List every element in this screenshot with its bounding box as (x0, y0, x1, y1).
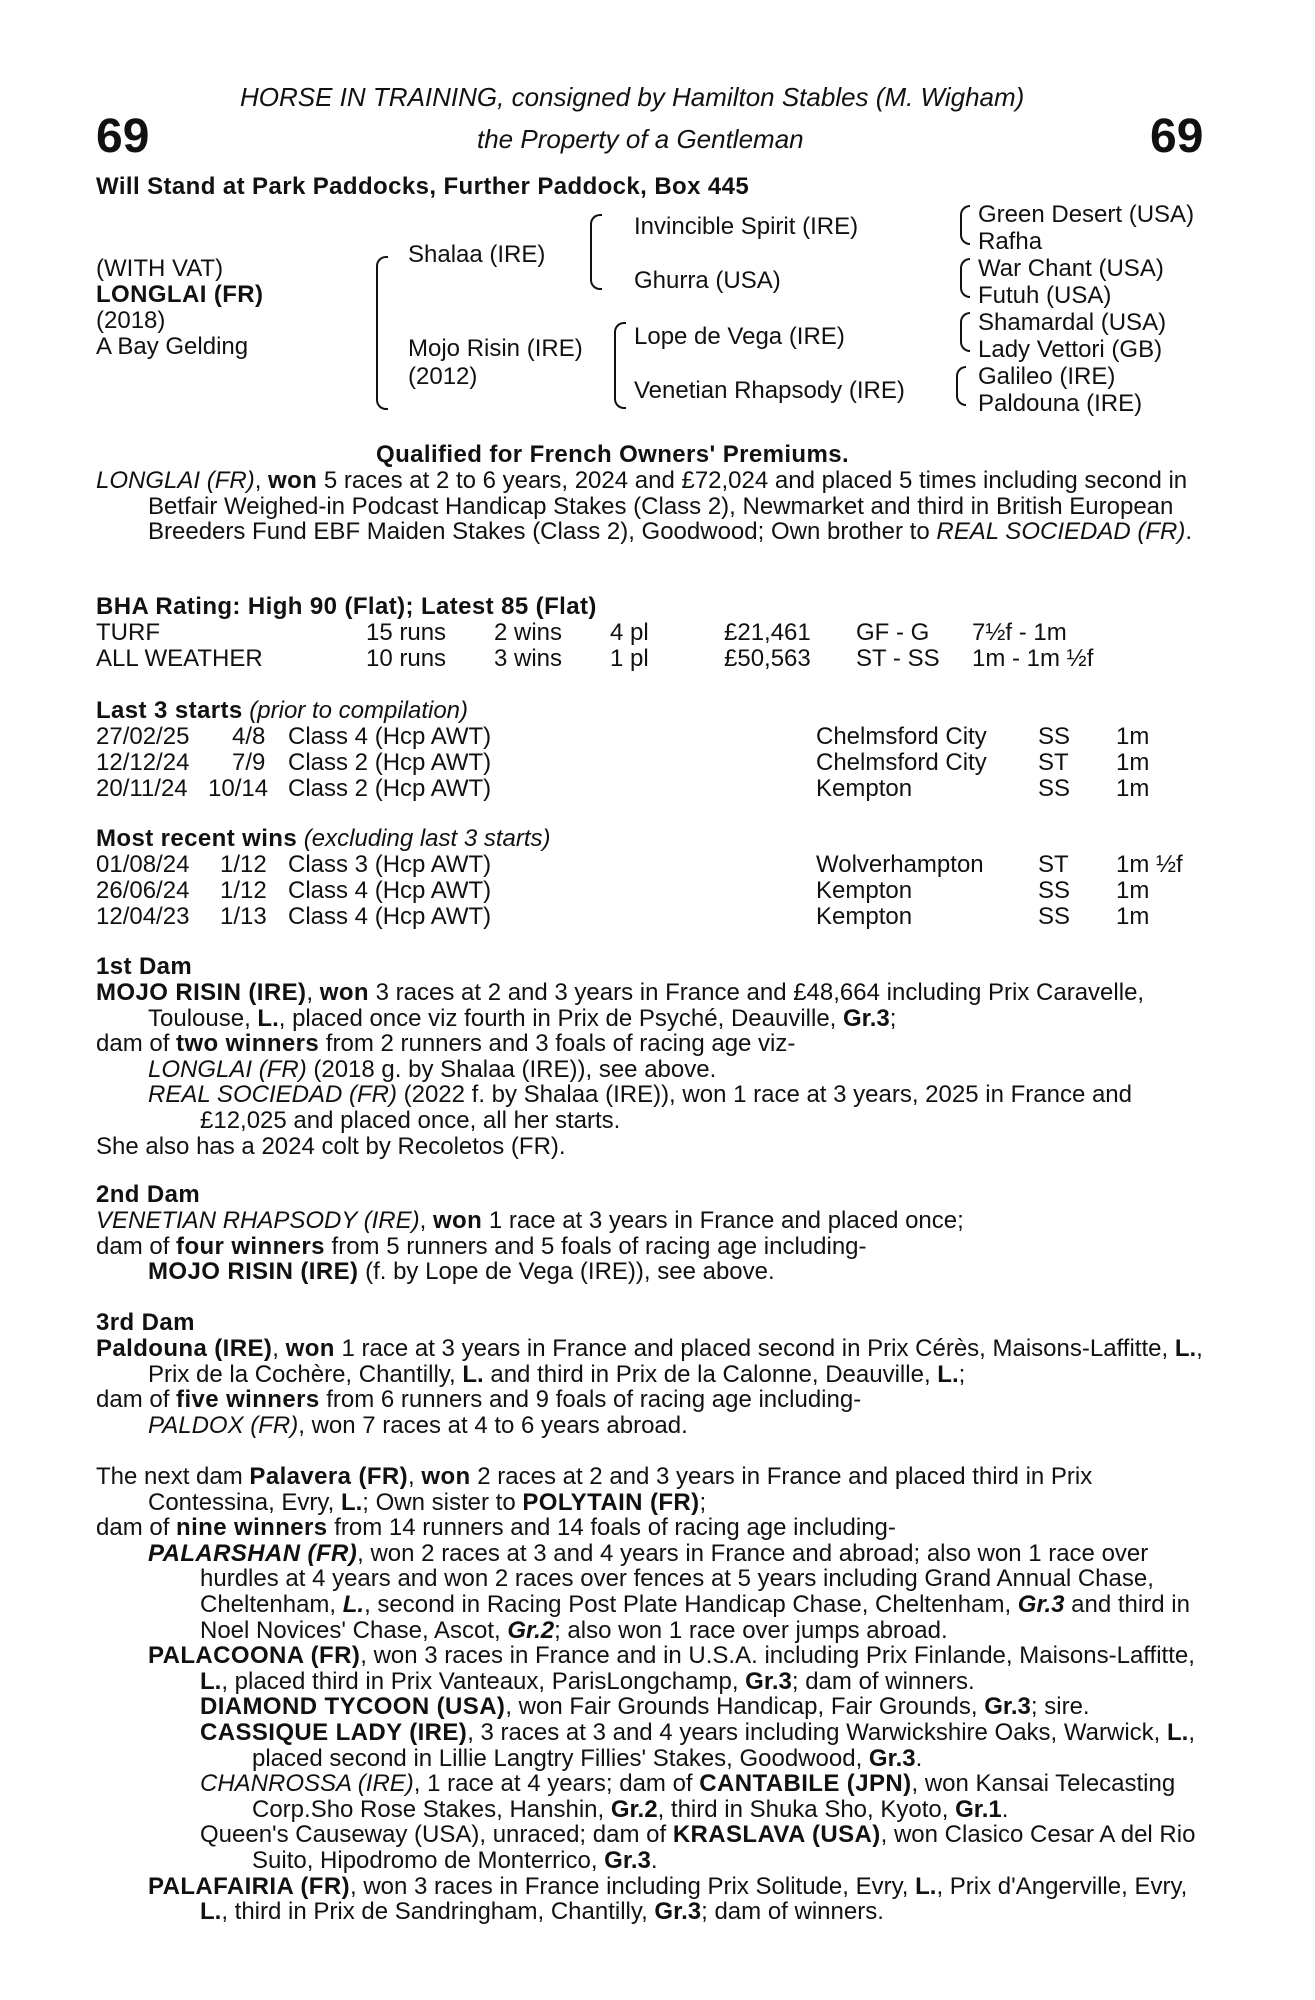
distance: 1m (1116, 877, 1150, 904)
consignment-line: HORSE IN TRAINING, consigned by Hamilton Stables (M. Wigham) (240, 82, 1025, 112)
pedigree-ddd: Paldouna (IRE) (978, 390, 1143, 417)
dam2-record: VENETIAN RHAPSODY (IRE), won 1 race at 3 years in France and placed once; (96, 1207, 964, 1234)
runs: 15 runs (366, 619, 447, 646)
course: Kempton (816, 775, 913, 802)
dam1-section (96, 980, 1204, 1159)
going: GF - G (856, 619, 930, 646)
race-summary: LONGLAI (FR), won 5 races at 2 to 6 years, 2024 and £72,024 and placed 5 times including second in Betfair Weighed-in Podcast Handicap Stakes (Class 2), Newmarket and third in British European Breeders Fund EBF Maiden Stakes (Class 2), Goodwood; Own brother to REAL SOCIEDAD (FR). (96, 467, 1192, 546)
surface: ALL WEATHER (96, 645, 263, 672)
pedigree-brace-gen3-3-bottom (960, 334, 970, 352)
date: 12/12/24 (96, 749, 190, 776)
property-line: the Property of a Gentleman (477, 124, 804, 154)
nextdam-produce: dam of nine winners from 14 runners and 14 foals of racing age including- (96, 1514, 896, 1542)
class: Class 4 (Hcp AWT) (288, 903, 492, 930)
placed: 4 pl (610, 619, 649, 646)
distance: 1m ½f (1116, 851, 1183, 878)
grandoffspring-cassique-lady: CASSIQUE LADY (IRE), 3 races at 3 and 4 years including Warwickshire Oaks, Warwick, L., placed second in Lillie Langtry Fillies' Stakes, Goodwood, Gr.3. (200, 1718, 1195, 1772)
last3-row (96, 724, 1196, 750)
recent-heading: Most recent wins (excluding last 3 starts) (96, 825, 551, 852)
distance: 1m (1116, 749, 1150, 776)
position: 1/12 (220, 877, 267, 904)
going: ST (1038, 749, 1069, 776)
course: Chelmsford City (816, 723, 987, 750)
prize: £21,461 (724, 619, 811, 646)
recent-row (96, 878, 1196, 904)
distance: 7½f - 1m (972, 619, 1067, 646)
dam3-produce: dam of five winners from 6 runners and 9 foals of racing age including- (96, 1386, 862, 1414)
position: 1/13 (220, 903, 267, 930)
runs: 10 runs (366, 645, 447, 672)
date: 27/02/25 (96, 723, 190, 750)
going: SS (1038, 723, 1071, 750)
date: 12/04/23 (96, 903, 190, 930)
dam1-heading: 1st Dam (96, 953, 193, 980)
pedigree-dss: Shamardal (USA) (978, 309, 1167, 336)
pedigree-brace-gen3-4-bottom (956, 388, 966, 406)
class: Class 2 (Hcp AWT) (288, 775, 492, 802)
nextdam-offspring-palafairia: PALAFAIRIA (FR), won 3 races in France including Prix Solitude, Evry, L., Prix d'Angerville, Evry, L., third in Prix de Sandringham, Chantilly, Gr.3; dam of winners. (148, 1872, 1188, 1926)
pedigree-brace-dam-top (614, 322, 626, 361)
pedigree-sds: War Chant (USA) (978, 255, 1164, 282)
going: ST - SS (856, 645, 940, 672)
nextdam-offspring-palacoona: PALACOONA (FR), won 3 races in France and in U.S.A. including Prix Finlande, Maisons-Laffitte, L., placed third in Prix Vanteaux, ParisLongchamp, Gr.3; dam of winners. (148, 1642, 1195, 1695)
prize: £50,563 (724, 645, 811, 672)
going: SS (1038, 775, 1071, 802)
pedigree-brace-gen3-4-top (956, 366, 966, 390)
vat-note: (WITH VAT) (96, 255, 224, 282)
course: Kempton (816, 903, 913, 930)
date: 26/06/24 (96, 877, 190, 904)
dam1-record: MOJO RISIN (IRE), won 3 races at 2 and 3 years in France and £48,664 including Prix Caravelle, Toulouse, L., placed once viz fourth in Prix de Psyché, Deauville, Gr.3; (96, 979, 1145, 1032)
date: 20/11/24 (96, 775, 188, 802)
horse-description: A Bay Gelding (96, 333, 249, 360)
course: Chelmsford City (816, 749, 987, 776)
distance: 1m (1116, 775, 1150, 802)
grandoffspring-diamond-tycoon: DIAMOND TYCOON (USA), won Fair Grounds Handicap, Fair Grounds, Gr.3; sire. (200, 1693, 1090, 1721)
dam1-produce: dam of two winners from 2 runners and 3 foals of racing age viz- (96, 1030, 796, 1058)
distance: 1m - 1m ½f (972, 645, 1094, 672)
nextdam-section (96, 1464, 1204, 1925)
position: 4/8 (232, 723, 266, 750)
class: Class 4 (Hcp AWT) (288, 723, 492, 750)
going: SS (1038, 877, 1071, 904)
pedigree-sdd: Futuh (USA) (978, 282, 1112, 309)
dam1-also: She also has a 2024 colt by Recoletos (FR). (96, 1132, 566, 1160)
going: ST (1038, 851, 1069, 878)
rating-row-turf (96, 620, 1196, 646)
nextdam-offspring-palarshan: PALARSHAN (FR), won 2 races at 3 and 4 years in France and abroad; also won 1 race over hurdles at 4 years and won 2 races over fences at 5 years including Grand Annual Chase, Cheltenham, L., second in Racing Post Plate Handicap Chase, Cheltenham, Gr.3 and third in Noel Novices' Chase, Ascot, Gr.2; also won 1 race over jumps abroad. (148, 1539, 1190, 1644)
distance: 1m (1116, 903, 1150, 930)
lot-number-left: 69 (96, 110, 150, 163)
position: 7/9 (232, 749, 266, 776)
date: 01/08/24 (96, 851, 190, 878)
course: Wolverhampton (816, 851, 984, 878)
recent-row (96, 852, 1196, 878)
last3-row (96, 750, 1196, 776)
dam2-produce: dam of four winners from 5 runners and 5 foals of racing age including- (96, 1232, 867, 1260)
going: SS (1038, 903, 1071, 930)
pedigree-sss: Green Desert (USA) (978, 201, 1195, 228)
rating-row-aw (96, 646, 1196, 672)
dam2-offspring-1: MOJO RISIN (IRE) (f. by Lope de Vega (IRE)), see above. (148, 1258, 775, 1286)
wins: 3 wins (494, 645, 563, 672)
last3-row (96, 776, 1196, 802)
dam3-heading: 3rd Dam (96, 1309, 195, 1336)
pedigree-brace-gen3-2-bottom (960, 280, 970, 298)
course: Kempton (816, 877, 913, 904)
pedigree-brace-gen3-1-top (960, 205, 970, 229)
pedigree-brace-gen3-1-bottom (960, 227, 970, 245)
pedigree-brace-gen3-3-top (960, 312, 970, 336)
pedigree-sire-sire: Invincible Spirit (IRE) (634, 213, 859, 240)
qualified-note: Qualified for French Owners' Premiums. (376, 441, 850, 468)
horse-name: LONGLAI (FR) (96, 281, 264, 308)
pedigree-brace-dam-bottom (614, 359, 626, 409)
pedigree-brace-sire-top (590, 214, 602, 253)
grandoffspring-queens-causeway: Queen's Causeway (USA), unraced; dam of KRASLAVA (USA), won Clasico Cesar A del Rio Suito, Hipodromo de Monterrico, Gr.3. (200, 1821, 1196, 1874)
distance: 1m (1116, 723, 1150, 750)
recent-row (96, 904, 1196, 930)
class: Class 2 (Hcp AWT) (288, 749, 492, 776)
pedigree-brace-gen3-2-top (960, 258, 970, 282)
pedigree-brace-sire-bottom (590, 251, 602, 290)
nextdam-record: The next dam Palavera (FR), won 2 races at 2 and 3 years in France and placed third in Prix Contessina, Evry, L.; Own sister to POLYTAIN (FR); (96, 1463, 1093, 1516)
dam1-offspring-1: LONGLAI (FR) (2018 g. by Shalaa (IRE)), see above. (148, 1055, 717, 1083)
bha-rating: BHA Rating: High 90 (Flat); Latest 85 (Flat) (96, 593, 597, 620)
pedigree-dam-sire: Lope de Vega (IRE) (634, 323, 845, 350)
stand-location: Will Stand at Park Paddocks, Further Paddock, Box 445 (96, 173, 750, 200)
pedigree-sire-dam: Ghurra (USA) (634, 267, 781, 294)
position: 10/14 (208, 775, 269, 802)
dam1-offspring-2: REAL SOCIEDAD (FR) (2022 f. by Shalaa (IRE)), won 1 race at 3 years, 2025 in France and £12,025 and placed once, all her starts. (148, 1081, 1132, 1134)
dam2-section (96, 1208, 1204, 1285)
dam3-record: Paldouna (IRE), won 1 race at 3 years in France and placed second in Prix Cérès, Maisons-Laffitte, L., Prix de la Cochère, Chantilly, L. and third in Prix de la Calonne, Deauville, L.; (96, 1335, 1203, 1388)
surface: TURF (96, 619, 160, 646)
pedigree-brace-main-top (376, 256, 388, 336)
grandoffspring-chanrossa: CHANROSSA (IRE), 1 race at 4 years; dam of CANTABILE (JPN), won Kansai Telecasting Corp.Sho Rose Stakes, Hanshin, Gr.2, third in Shuka Sho, Kyoto, Gr.1. (200, 1770, 1176, 1823)
pedigree-dam-year: (2012) (408, 363, 478, 390)
dam3-offspring-1: PALDOX (FR), won 7 races at 4 to 6 years abroad. (148, 1411, 688, 1439)
pedigree-dsd: Lady Vettori (GB) (978, 336, 1163, 363)
dam2-heading: 2nd Dam (96, 1181, 201, 1208)
pedigree-dam: Mojo Risin (IRE) (408, 335, 583, 362)
pedigree-dam-dam: Venetian Rhapsody (IRE) (634, 377, 905, 404)
lot-number-right: 69 (1150, 110, 1204, 163)
pedigree-brace-main-bottom (376, 334, 388, 410)
wins: 2 wins (494, 619, 563, 646)
horse-year: (2018) (96, 307, 166, 334)
pedigree-ssd: Rafha (978, 228, 1043, 255)
last3-heading: Last 3 starts (prior to compilation) (96, 697, 469, 724)
class: Class 3 (Hcp AWT) (288, 851, 492, 878)
position: 1/12 (220, 851, 267, 878)
placed: 1 pl (610, 645, 649, 672)
pedigree-sire: Shalaa (IRE) (408, 241, 546, 268)
dam3-section (96, 1336, 1204, 1438)
class: Class 4 (Hcp AWT) (288, 877, 492, 904)
pedigree-dds: Galileo (IRE) (978, 363, 1116, 390)
